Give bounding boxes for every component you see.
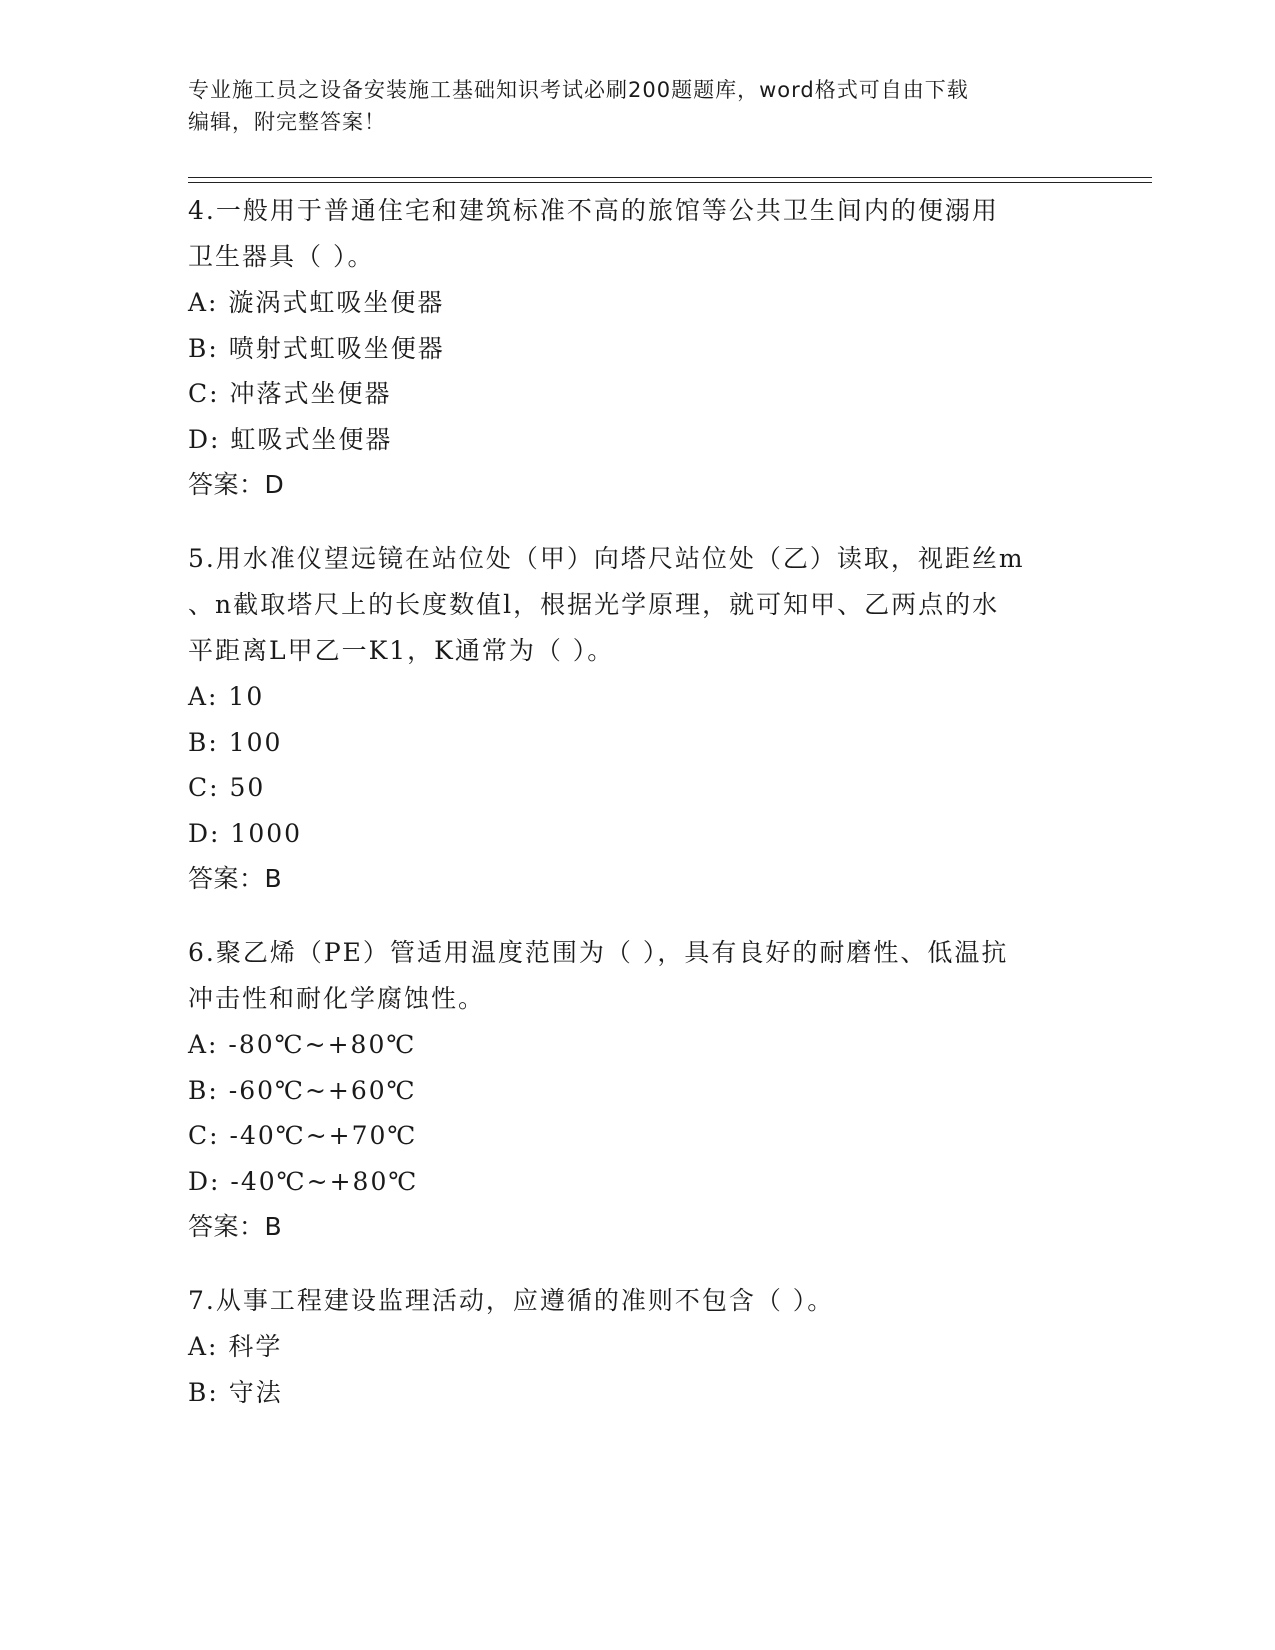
question-stem <box>188 1278 1088 1324</box>
option-d: D: 虹吸式坐便器 <box>188 424 393 454</box>
option-c: C: 冲落式坐便器 <box>188 379 392 408</box>
option-b: B: -60℃~+60℃ <box>188 1075 417 1105</box>
option-d: D: -40℃~+80℃ <box>188 1166 419 1196</box>
option-a: A: 10 <box>188 682 265 711</box>
header-divider-top <box>188 177 1152 178</box>
answer-label: 答案：D <box>188 470 285 499</box>
answer-label: 答案：B <box>188 1212 283 1241</box>
option-b: B: 100 <box>188 727 283 757</box>
option-a: A: -80℃~+80℃ <box>188 1030 417 1059</box>
stem-line: 6.聚乙烯（PE）管适用温度范围为（ ），具有良好的耐磨性、低温抗 <box>188 938 1009 967</box>
stem-line: 7.从事工程建设监理活动，应遵循的准则不包含（ ）。 <box>188 1286 835 1315</box>
stem-line: 、n截取塔尺上的长度数值l，根据光学原理，就可知甲、乙两点的水 <box>188 590 1000 619</box>
option-b: B: 喷射式虹吸坐便器 <box>188 333 445 363</box>
question-stem <box>188 188 1088 280</box>
option-b: B: 守法 <box>188 1377 283 1407</box>
stem-line: 5.用水准仪望远镜在站位处（甲）向塔尺站位处（乙）读取，视距丝m <box>188 544 1025 573</box>
answer-label: 答案：B <box>188 864 283 893</box>
stem-line: 4.一般用于普通住宅和建筑标准不高的旅馆等公共卫生间内的便溺用 <box>188 196 999 225</box>
question-4 <box>188 188 1088 508</box>
option-c: C: -40℃~+70℃ <box>188 1121 418 1150</box>
stem-line: 平距离L甲乙一K1，K通常为（ ）。 <box>188 636 615 665</box>
question-list <box>188 188 1088 1443</box>
option-c: C: 50 <box>188 773 266 802</box>
question-stem <box>188 536 1088 674</box>
header-line-1: 专业施工员之设备安装施工基础知识考试必刷200题题库，word格式可自由下载 <box>188 78 969 102</box>
header-line-2: 编辑，附完整答案！ <box>188 110 386 134</box>
document-header <box>188 74 1088 138</box>
option-a: A: 漩涡式虹吸坐便器 <box>188 288 445 317</box>
question-5 <box>188 536 1088 902</box>
stem-line: 冲击性和耐化学腐蚀性。 <box>188 984 486 1013</box>
header-divider-bottom <box>188 182 1152 183</box>
option-a: A: 科学 <box>188 1332 283 1361</box>
question-stem <box>188 930 1088 1022</box>
option-d: D: 1000 <box>188 818 303 848</box>
question-7 <box>188 1278 1088 1415</box>
stem-line: 卫生器具（ ）。 <box>188 242 375 271</box>
question-6 <box>188 930 1088 1250</box>
